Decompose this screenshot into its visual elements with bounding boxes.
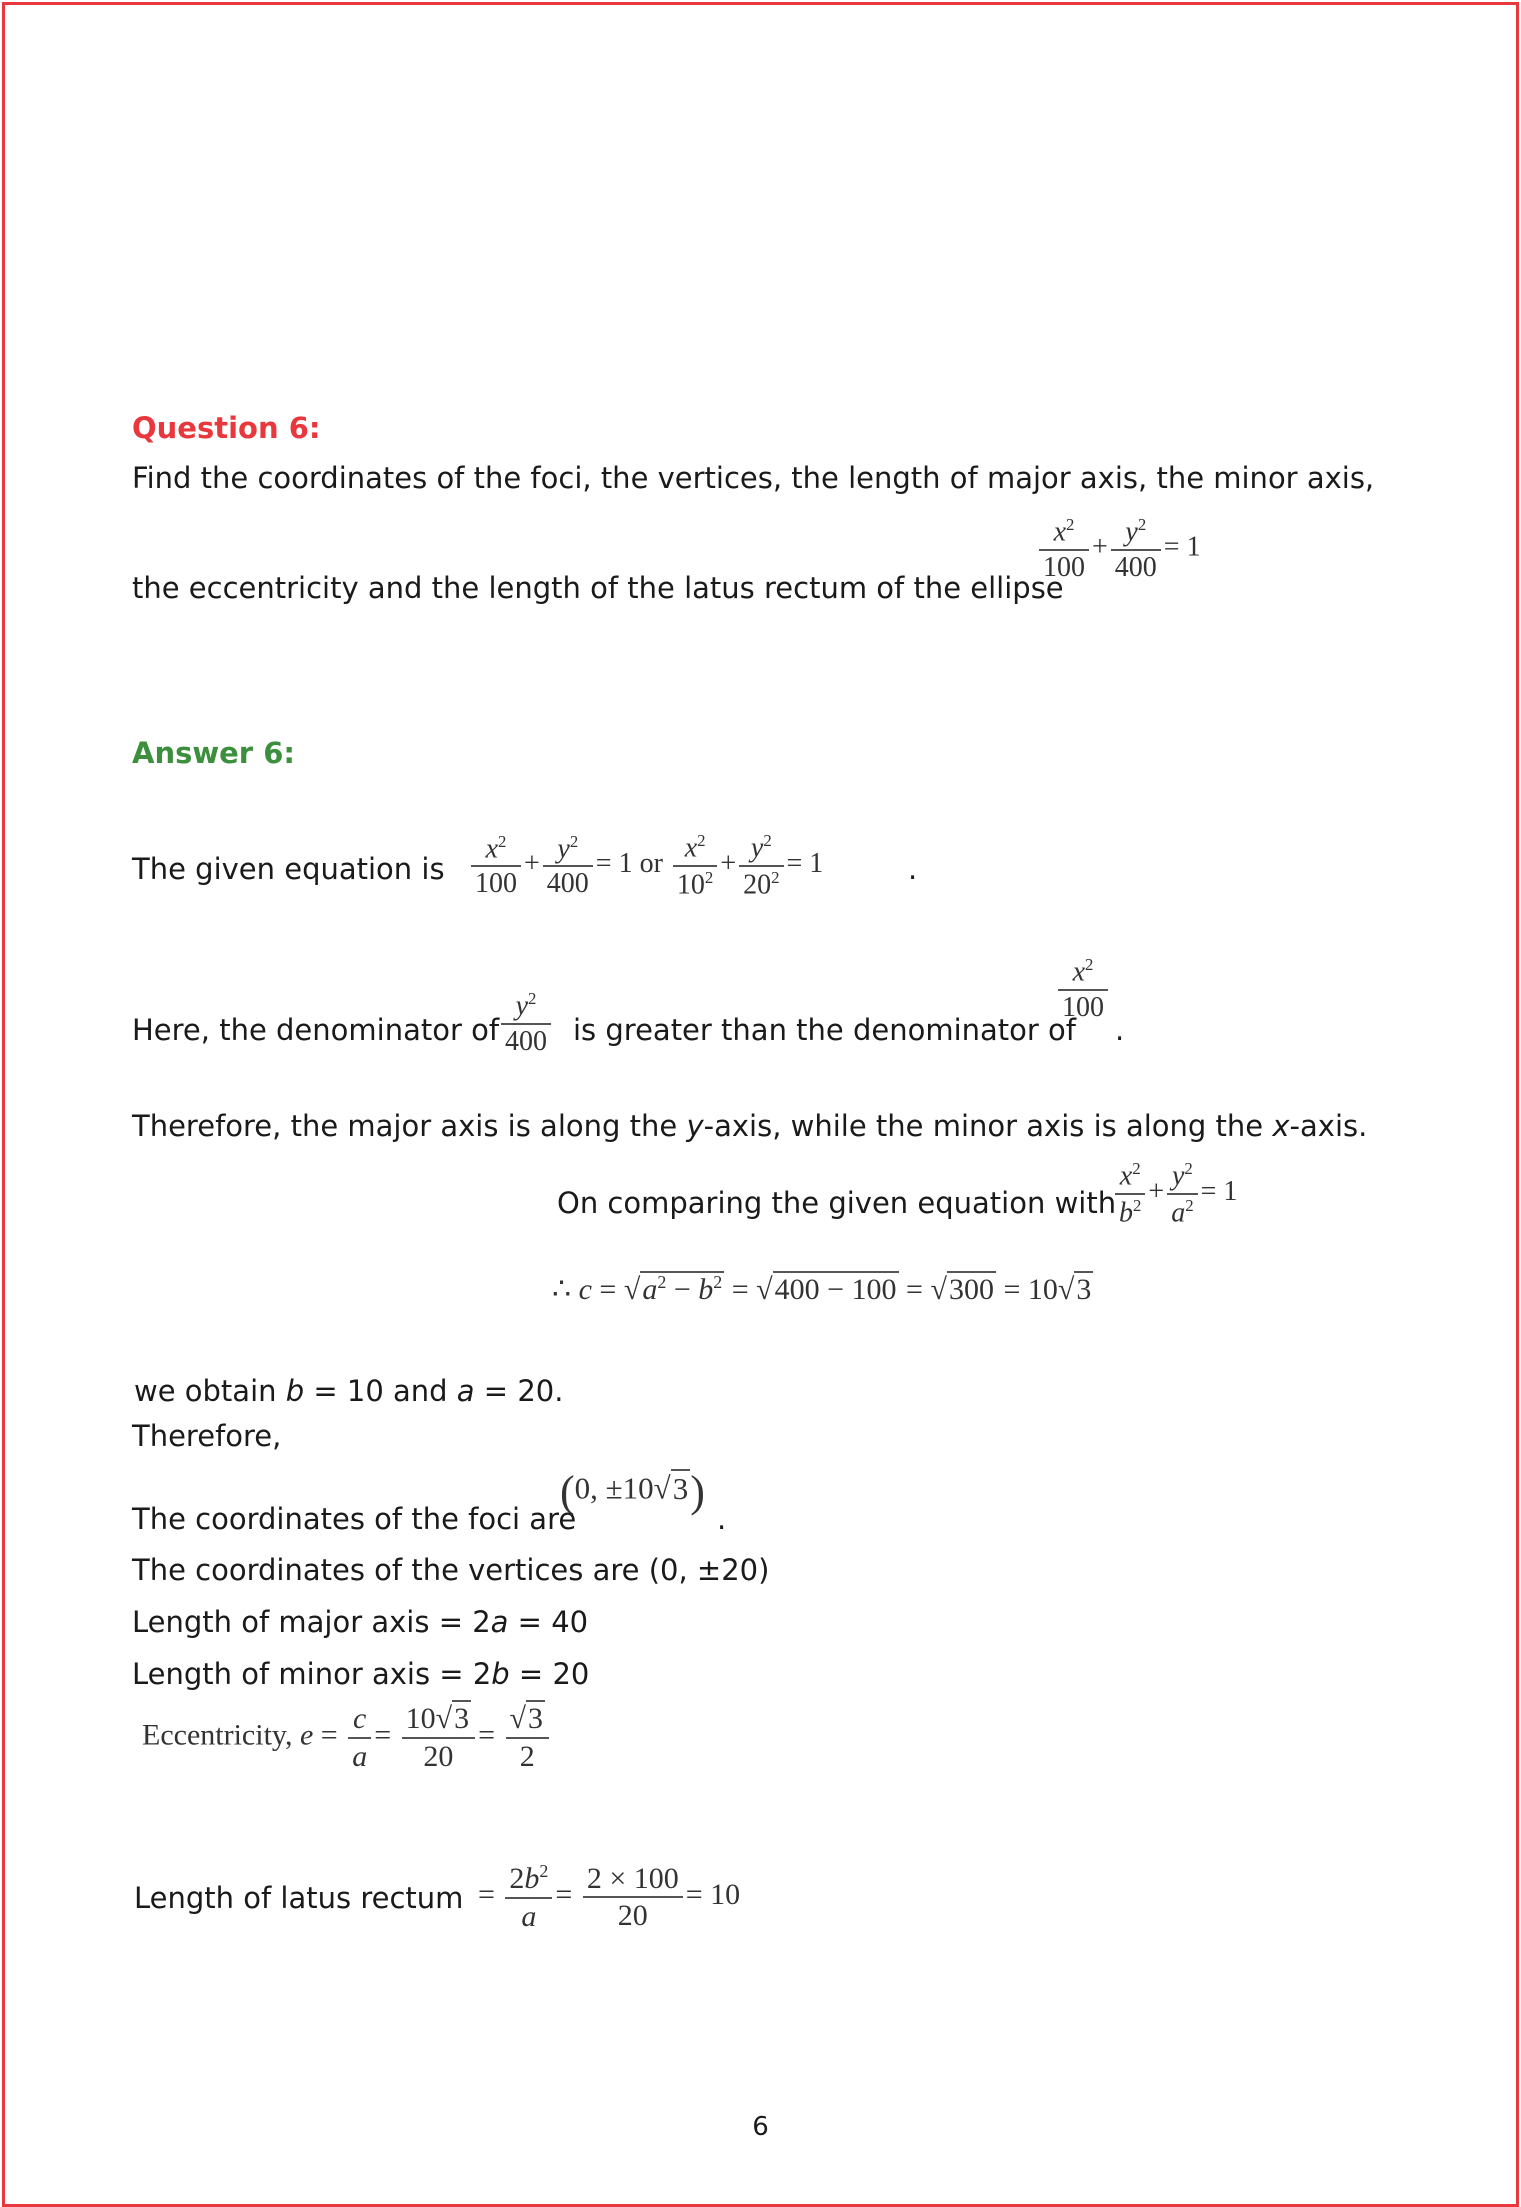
given-or: or — [639, 848, 663, 880]
answer-heading: Answer 6: — [132, 736, 295, 770]
question-line-2: the eccentricity and the length of the latus rectum of the ellipse — [132, 571, 1064, 605]
question-heading: Question 6: — [132, 411, 321, 445]
here-end: . — [1115, 1013, 1125, 1047]
latus-rectum-equation: = $\frac{2b^2}{a}$ = $\frac{2 \times 100}{20}$ = 10 — [478, 1861, 741, 1933]
equation-standard-form: $\frac{x^2}{b^2}$ + $\frac{y^2}{a^2}$ = 1 — [1112, 1160, 1237, 1227]
fraction-y2-400: $\frac{y^2}{400}$ — [498, 990, 554, 1056]
eccentricity-label: Eccentricity, — [142, 1718, 293, 1752]
here-mid: is greater than the denominator of — [573, 1013, 1077, 1047]
therefore-label: Therefore, — [132, 1419, 282, 1453]
page-number: 6 — [752, 2112, 769, 2142]
fraction-x2-100: $\frac{x^2}{100}$ — [1055, 956, 1111, 1022]
comparing-label: On comparing the given equation with — [557, 1186, 1117, 1220]
equation-given: $\frac{x^2}{100}$ + $\frac{y^2}{400}$ = 1 or $\frac{x^2}{10^2}$ + $\frac{y^2}{20^2}$ = 1 — [468, 832, 823, 899]
question-line-1: Find the coordinates of the foci, the vertices, the length of major axis, the minor axis, — [132, 461, 1375, 495]
major-axis-statement: Therefore, the major axis is along the y-axis, while the minor axis is along the x-axis. — [132, 1109, 1368, 1143]
foci-label: The coordinates of the foci are — [132, 1502, 577, 1536]
eccentricity-equation: Eccentricity, e = $\frac{c}{a}$ = $\frac{10√3}{20}$ = $\frac{√3}{2}$ — [142, 1703, 552, 1772]
page-border — [2, 2, 1519, 2207]
foci-end: . — [717, 1502, 727, 1536]
equation-ellipse: $\frac{x^2}{100}$ + $\frac{y^2}{400}$ = 1 — [1036, 516, 1201, 582]
vertices-statement: The coordinates of the vertices are (0, ±20) — [132, 1553, 770, 1587]
obtain-values: we obtain b = 10 and a = 20. — [134, 1374, 564, 1408]
given-label: The given equation is — [132, 852, 445, 886]
minor-axis-length: Length of minor axis = 2b = 20 — [132, 1657, 590, 1691]
given-end: . — [908, 852, 918, 886]
here-prefix: Here, the denominator of — [132, 1013, 500, 1047]
equation-c-value: ∴ $c = √a^2 - b^2 = √400 - 100 = √300 = 10√3$ — [552, 1272, 1092, 1306]
major-axis-length: Length of major axis = 2a = 40 — [132, 1605, 589, 1639]
latus-rectum-label: Length of latus rectum — [134, 1881, 464, 1915]
foci-coordinates: (0, ±10√3) — [560, 1467, 705, 1516]
